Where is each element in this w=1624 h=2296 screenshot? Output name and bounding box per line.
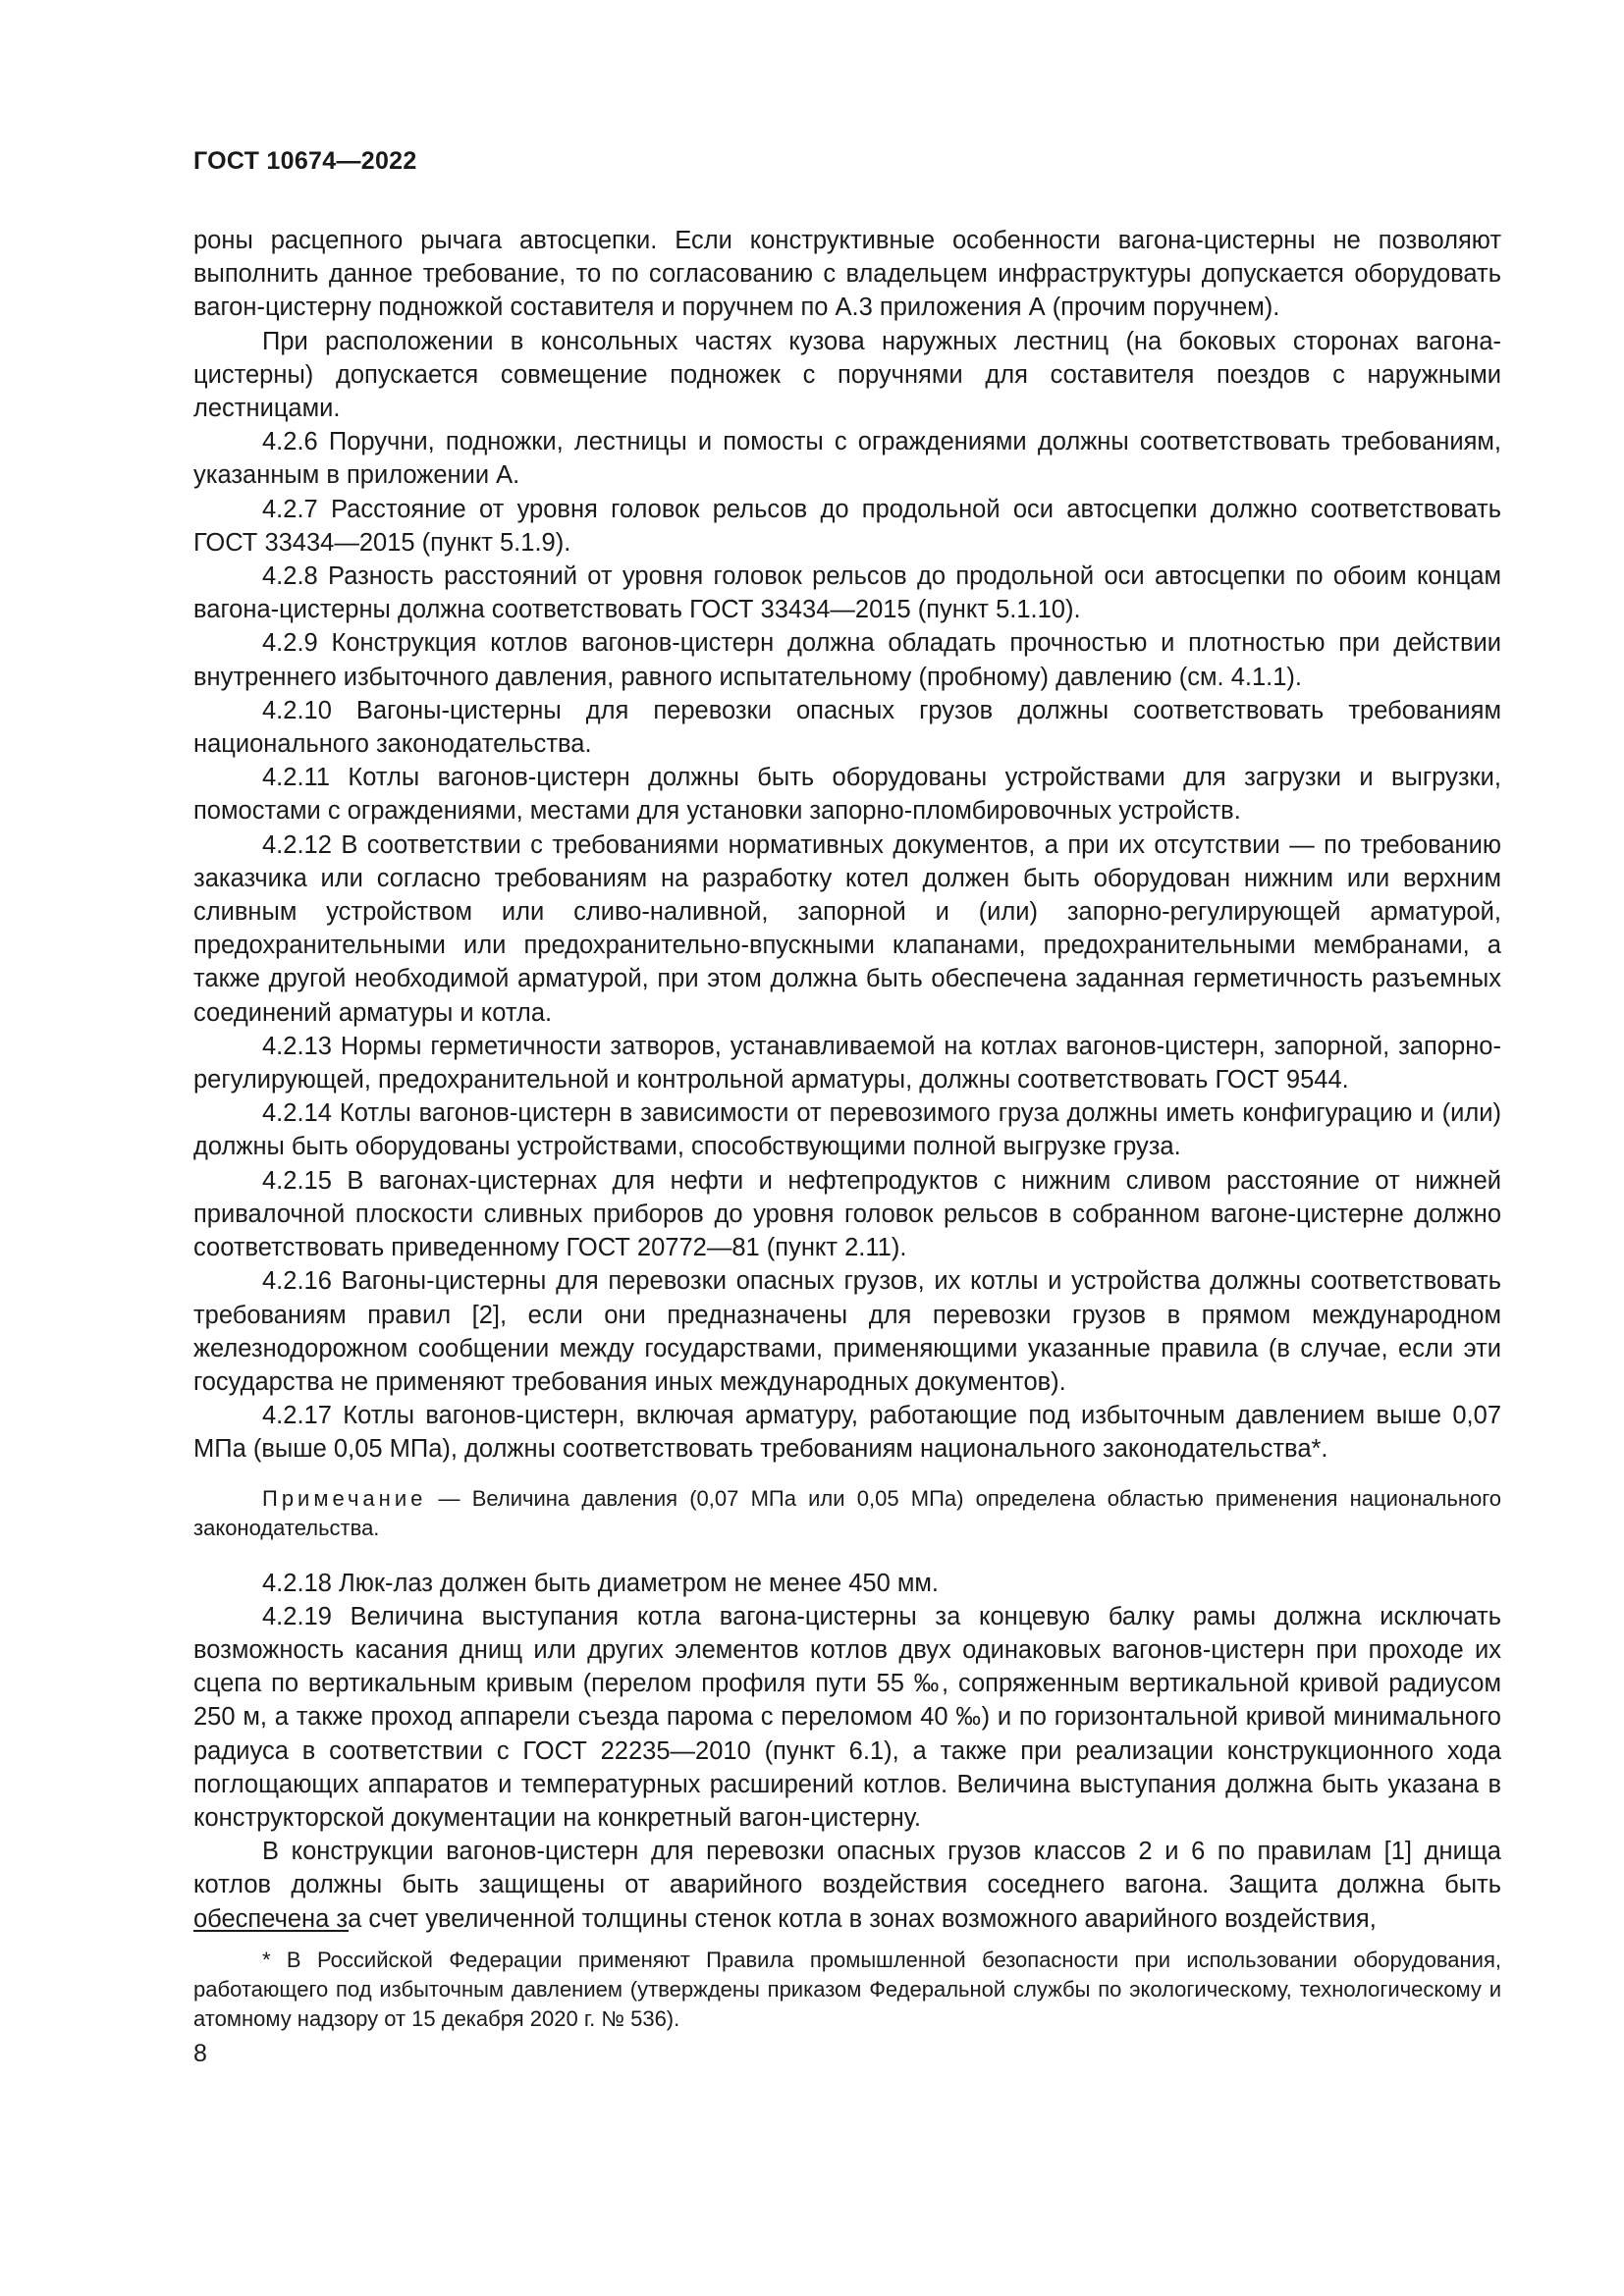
clause-4-2-12: 4.2.12 В соответствии с требованиями нормативных документов, а при их отсутствии — по требованию заказчика или согласно требованиям на разработку котел должен быть оборудован нижним или верхним сливным устройством или сливо-наливной, запорной и (или) запорно-регулирующей арматурой, предохранительными или предохранительно-впускными клапанами, предохранительными мембранами, а также другой необходимой арматурой, при этом должна быть обеспечена заданная герметичность разъемных соединений арматуры и котла.: [193, 830, 1501, 1027]
clause-4-2-19: 4.2.19 Величина выступания котла вагона-цистерны за концевую балку рамы должна исключать возможность касания днищ или других элементов котлов двух одинаковых вагонов-цистерн при проходе их сцепа по вертикальным кривым (перелом профиля пути 55 ‰, сопряженным вертикальной кривой радиусом 250 м, а также проход аппарели съезда парома с переломом 40 ‰) и по горизонтальной кривой минимального радиуса в соответствии с ГОСТ 22235—2010 (пункт 6.1), а также при реализации конструкционного хода поглощающих аппаратов и температурных расширений котлов. Величина выступания должна быть указана в конструкторской документации на конкретный вагон-цистерну.: [193, 1602, 1501, 1832]
footnote: * В Российской Федерации применяют Правила промышленной безопасности при использовании оборудования, работающего под избыточным давлением (утверждены приказом Федеральной службы по экологическому, технологическому и атомному надзору от 15 декабря 2020 г. № 536).: [193, 1948, 1501, 2031]
clause-4-2-18: 4.2.18 Люк-лаз должен быть диаметром не менее 450 мм.: [262, 1569, 940, 1597]
clause-4-2-7: 4.2.7 Расстояние от уровня головок рельсов до продольной оси автосцепки должно соответствовать ГОСТ 33434—2015 (пункт 5.1.9).: [193, 495, 1501, 557]
clause-4-2-6: 4.2.6 Поручни, подножки, лестницы и помосты с ограждениями должны соответствовать требованиям, указанным в приложении А.: [193, 428, 1501, 490]
paragraph: При расположении в консольных частях кузова наружных лестниц (на боковых сторонах вагона-цистерны) допускается совмещение подножек с поручнями для составителя поездов с наружными лестницами.: [193, 327, 1501, 423]
clause-4-2-17: 4.2.17 Котлы вагонов-цистерн, включая арматуру, работающие под избыточным давлением выше 0,07 МПа (выше 0,05 МПа), должны соответствовать требованиям национального законодательства*.: [193, 1402, 1501, 1464]
clause-4-2-16: 4.2.16 Вагоны-цистерны для перевозки опасных грузов, их котлы и устройства должны соответствовать требованиям правил [2], если они предназначены для перевозки грузов в прямом международном железнодорожном сообщении между государствами, применяющими указанные правила (в случае, если эти государства не применяют требования иных международных документов).: [193, 1267, 1501, 1396]
body-text: [193, 224, 1501, 1936]
clause-4-2-11: 4.2.11 Котлы вагонов-цистерн должны быть оборудованы устройствами для загрузки и выгрузки, помостами с ограждениями, местами для установки запорно-пломбировочных устройств.: [193, 764, 1501, 826]
note-text: — Величина давления (0,07 МПа или 0,05 МПа) определена областью применения национального законодательства.: [193, 1485, 1501, 1540]
footnote-divider: [193, 1930, 349, 1932]
clause-4-2-9: 4.2.9 Конструкция котлов вагонов-цистерн должна обладать прочностью и плотностью при действии внутреннего избыточного давления, равного испытательному (пробному) давлению (см. 4.1.1).: [193, 629, 1501, 691]
note: [193, 1484, 1501, 1543]
page-number: 8: [193, 2040, 207, 2067]
clause-4-2-14: 4.2.14 Котлы вагонов-цистерн в зависимости от перевозимого груза должны иметь конфигурацию и (или) должны быть оборудованы устройствами, способствующими полной выгрузке груза.: [193, 1099, 1501, 1161]
document-header: ГОСТ 10674—2022: [193, 147, 417, 175]
clause-4-2-15: 4.2.15 В вагонах-цистернах для нефти и нефтепродуктов с нижним сливом расстояние от нижней привалочной плоскости сливных приборов до уровня головок рельсов в собранном вагоне-цистерне должно соответствовать приведенному ГОСТ 20772—81 (пункт 2.11).: [193, 1166, 1501, 1262]
note-label: Примечание: [262, 1485, 427, 1511]
clause-4-2-10: 4.2.10 Вагоны-цистерны для перевозки опасных грузов должны соответствовать требованиям национального законодательства.: [193, 696, 1501, 759]
clause-4-2-13: 4.2.13 Нормы герметичности затворов, устанавливаемой на котлах вагонов-цистерн, запорной, запорно-регулирующей, предохранительной и контрольной арматуры, должны соответствовать ГОСТ 9544.: [193, 1032, 1501, 1095]
clause-4-2-8: 4.2.8 Разность расстояний от уровня головок рельсов до продольной оси автосцепки по обоим концам вагона-цистерны должна соответствовать ГОСТ 33434—2015 (пункт 5.1.10).: [193, 562, 1501, 624]
paragraph-continuation: роны расцепного рычага автосцепки. Если конструктивные особенности вагона-цистерны не позволяют выполнить данное требование, то по согласованию с владельцем инфраструктуры допускается оборудовать вагон-цистерну подножкой составителя и поручнем по А.3 приложения А (прочим поручнем).: [193, 227, 1501, 322]
paragraph: В конструкции вагонов-цистерн для перевозки опасных грузов классов 2 и 6 по правилам [1] днища котлов должны быть защищены от аварийного воздействия соседнего вагона. Защита должна быть обеспечена за счет увеличенной толщины стенок котла в зонах возможного аварийного воздействия,: [193, 1838, 1501, 1933]
